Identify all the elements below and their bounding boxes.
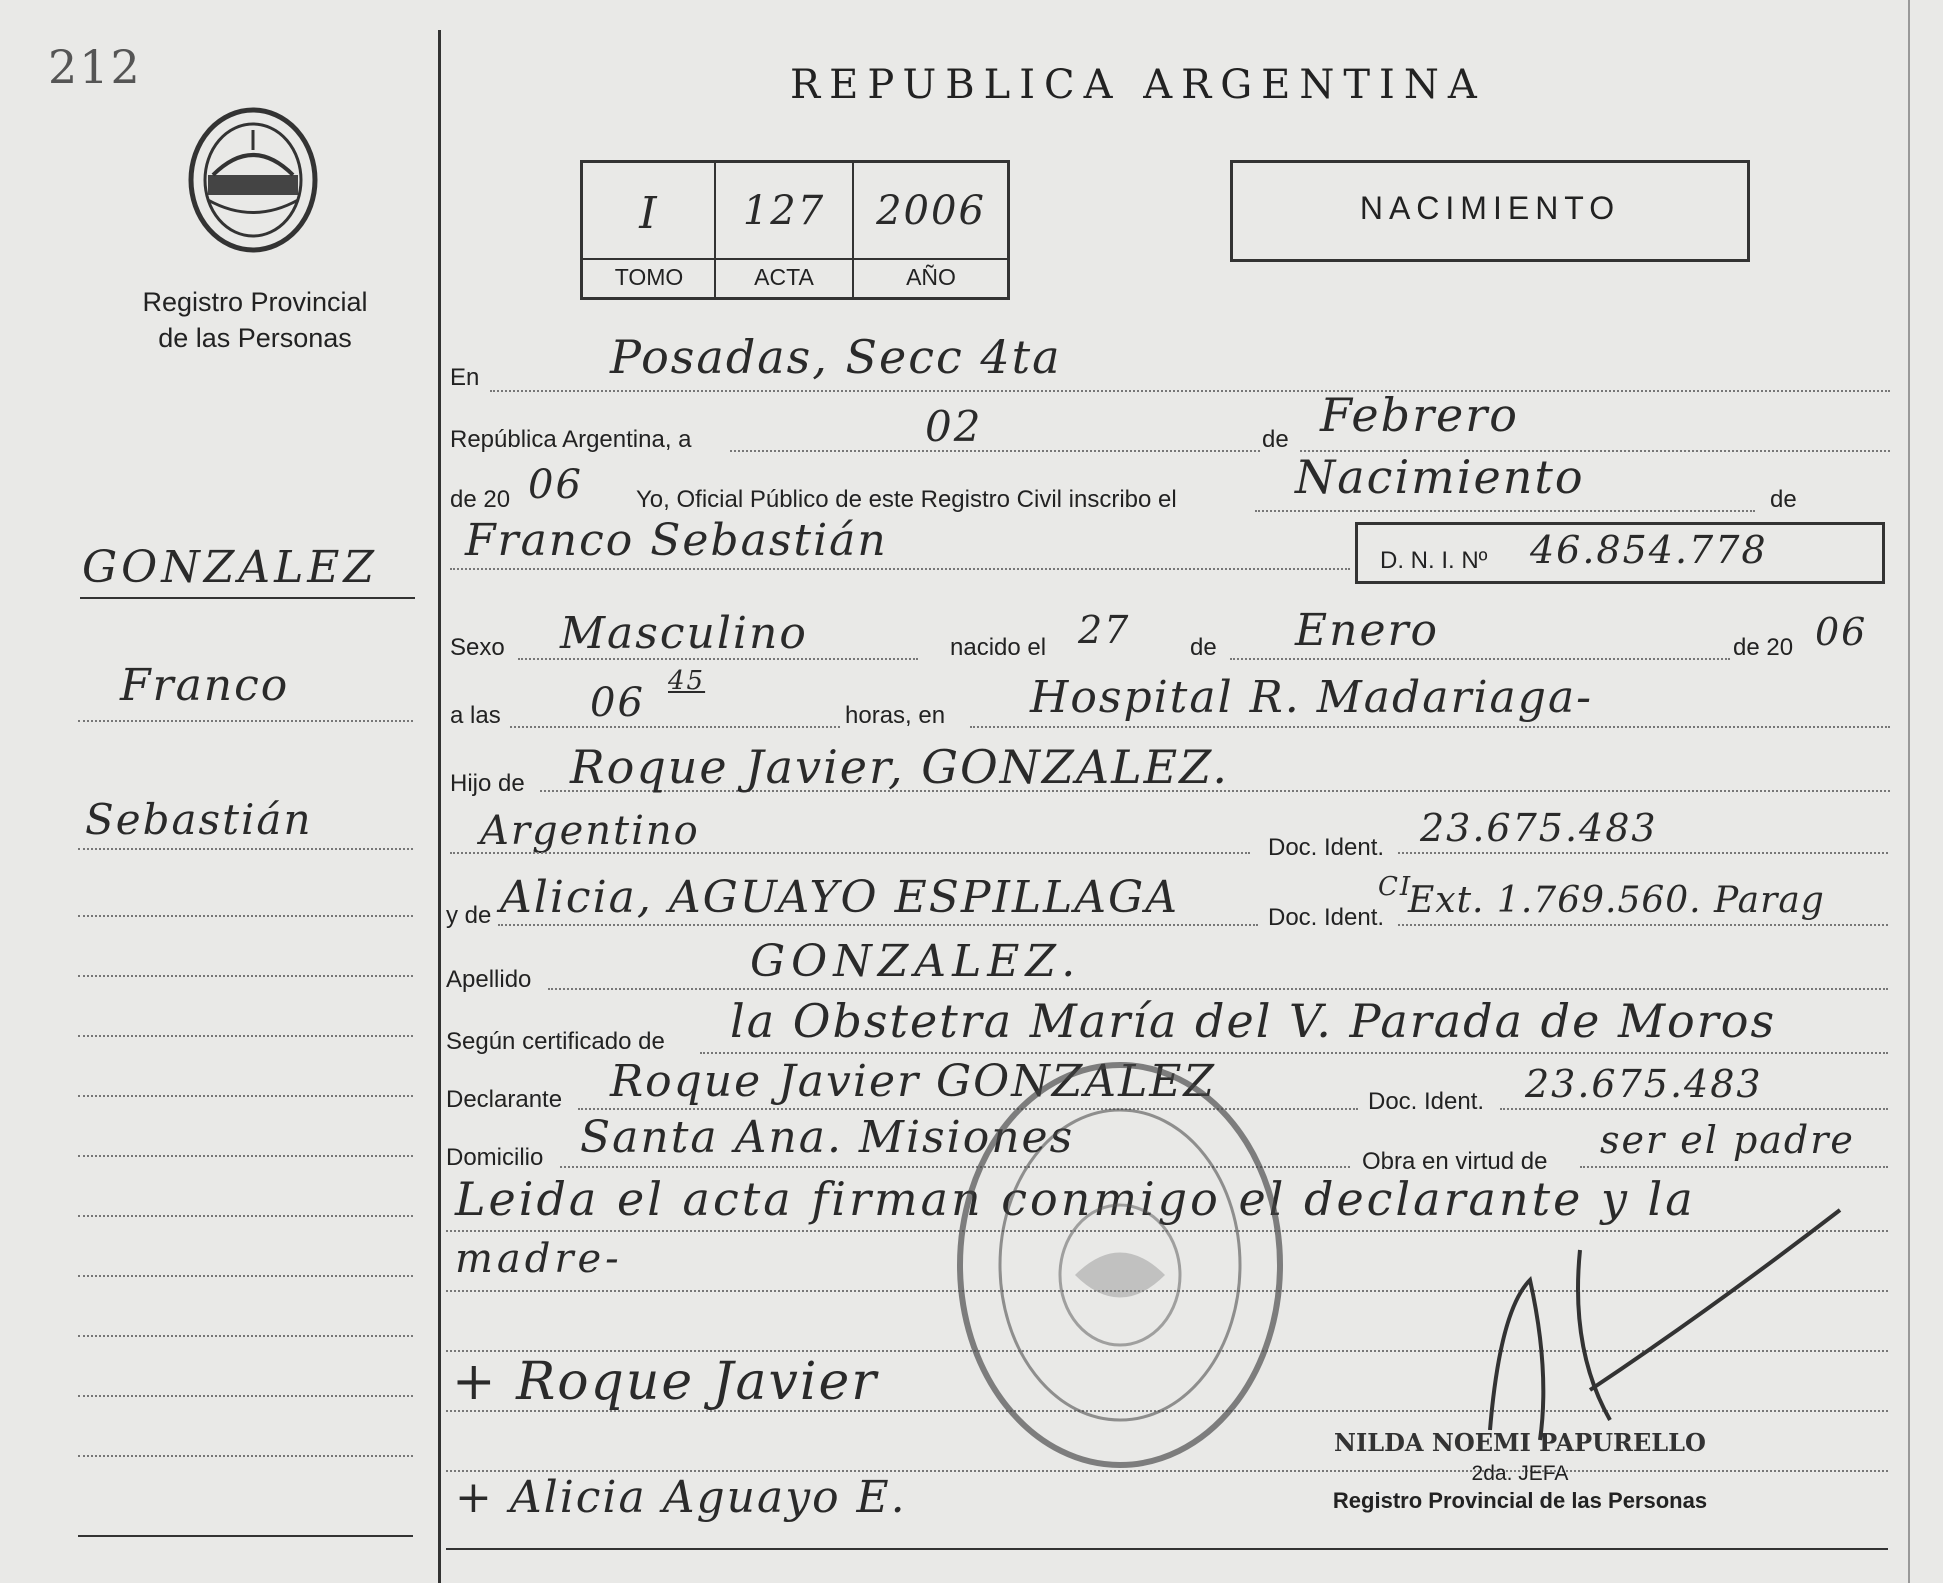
de20-label: de 20	[450, 486, 511, 513]
record-label-line	[580, 258, 1010, 260]
de2-label: de	[1190, 634, 1217, 661]
margin-dots-2	[78, 848, 413, 850]
margin-dots-4	[78, 975, 413, 977]
registry-line-1: Registro Provincial	[142, 287, 368, 317]
mother-value: Alicia, AGUAYO ESPILLAGA	[500, 872, 1179, 923]
hijo-label: Hijo de	[450, 770, 525, 797]
ano-label: AÑO	[906, 264, 956, 290]
declarante-value: Roque Javier GONZALEZ	[610, 1056, 1216, 1107]
margin-dots-11	[78, 1395, 413, 1397]
official-signature-icon	[1460, 1190, 1860, 1450]
obra-value: ser el padre	[1600, 1118, 1855, 1162]
birth-month: Enero	[1295, 605, 1440, 656]
margin-dots-5	[78, 1035, 413, 1037]
segun-value: la Obstetra María del V. Parada de Moros	[730, 994, 1777, 1048]
margin-dots-9	[78, 1275, 413, 1277]
acta-label: ACTA	[754, 264, 814, 290]
mother-doc-note: CI	[1378, 872, 1413, 902]
child-dots	[450, 568, 1350, 570]
right-border	[1908, 0, 1910, 1583]
official-stamp-icon	[945, 1050, 1295, 1480]
father-doc-dots	[1398, 852, 1888, 854]
domicilio-label: Domicilio	[446, 1144, 544, 1171]
sexo-label: Sexo	[450, 634, 505, 661]
bottom-rule	[446, 1548, 1888, 1550]
tomo-value: I	[639, 188, 659, 239]
mother-doc-dots	[1398, 924, 1888, 926]
margin-first-name: Franco	[120, 660, 290, 711]
yo-label: Yo, Oficial Público de este Registro Civil inscribo el	[636, 486, 1177, 513]
place-dots	[970, 726, 1890, 728]
declarante-doc-dots	[1500, 1108, 1888, 1110]
event-dots	[1255, 510, 1755, 512]
apellido-value: GONZALEZ.	[750, 936, 1082, 987]
margin-dots-10	[78, 1335, 413, 1337]
record-type: NACIMIENTO	[1359, 190, 1621, 226]
provincial-seal-icon	[178, 105, 328, 255]
margin-dots-1	[78, 720, 413, 722]
sexo-value: Masculino	[560, 608, 808, 659]
tomo-label: TOMO	[614, 264, 684, 290]
page-number: 212	[48, 40, 142, 94]
document-title: REPUBLICA ARGENTINA	[790, 62, 1486, 108]
de-label: de	[1262, 426, 1289, 453]
mother-doc: Ext. 1.769.560. Parag	[1408, 880, 1825, 921]
minute-value: 45	[668, 666, 706, 696]
father-doc: 23.675.483	[1420, 806, 1658, 850]
father-value: Roque Javier, GONZALEZ.	[570, 740, 1230, 794]
margin-bottom-line	[78, 1535, 413, 1537]
birth-year: 06	[1815, 610, 1868, 654]
registry-line-2: de las Personas	[158, 323, 352, 353]
place-value: Hospital R. Madariaga-	[1030, 672, 1594, 723]
official-role: 2da. JEFA	[1471, 1462, 1569, 1485]
nationality-dots	[450, 852, 1250, 854]
declarante-doc: 23.675.483	[1525, 1062, 1763, 1106]
nacido-label: nacido el	[950, 634, 1047, 661]
apellido-dots	[548, 988, 1888, 990]
birth-month-dots	[1230, 658, 1730, 660]
margin-surname: GONZALEZ	[82, 542, 378, 593]
en-dots	[490, 390, 1890, 392]
declarante-label: Declarante	[446, 1086, 563, 1113]
margin-dots-8	[78, 1215, 413, 1217]
birth-day: 27	[1078, 608, 1131, 652]
yde-label: y de	[446, 902, 492, 929]
de-end-label: de	[1770, 486, 1797, 513]
obra-label: Obra en virtud de	[1362, 1148, 1548, 1175]
obra-dots	[1580, 1166, 1888, 1168]
dni-label: D. N. I. Nº	[1380, 547, 1488, 574]
republica-label: República Argentina, a	[450, 426, 692, 453]
day-value: 02	[925, 402, 983, 451]
horas-label: horas, en	[845, 702, 946, 729]
mother-signature: + Alicia Aguayo E.	[455, 1472, 907, 1523]
father-doc-label: Doc. Ident.	[1268, 834, 1385, 861]
official-office: Registro Provincial de las Personas	[1332, 1488, 1708, 1513]
acta-value: 127	[742, 188, 826, 234]
margin-dots-12	[78, 1455, 413, 1457]
dni-value: 46.854.778	[1530, 528, 1768, 572]
father-nationality: Argentino	[480, 808, 700, 854]
ano-value: 2006	[876, 188, 986, 234]
margin-dots-3	[78, 915, 413, 917]
en-value: Posadas, Secc 4ta	[610, 330, 1062, 384]
margin-dots-6	[78, 1095, 413, 1097]
note-line-1: Leida el acta firman conmigo el declarante y la	[455, 1172, 1696, 1226]
apellido-label: Apellido	[446, 966, 532, 993]
hour-dots	[510, 726, 840, 728]
note-line-2: madre-	[455, 1236, 623, 1282]
month-value: Febrero	[1320, 388, 1519, 442]
margin-dots-7	[78, 1155, 413, 1157]
father-signature: + Roque Javier	[452, 1352, 879, 1412]
alas-label: a las	[450, 702, 501, 729]
en-label: En	[450, 364, 480, 391]
segun-label: Según certificado de	[446, 1028, 665, 1055]
year-value: 06	[528, 462, 583, 508]
mother-doc-label: Doc. Ident.	[1268, 904, 1385, 931]
margin-surname-line	[80, 597, 415, 599]
de20b-label: de 20	[1733, 634, 1794, 661]
republica-dots	[730, 450, 1260, 452]
domicilio-value: Santa Ana. Misiones	[580, 1112, 1075, 1163]
mother-dots	[498, 924, 1258, 926]
hour-value: 06	[590, 680, 645, 726]
margin-second-name: Sebastián	[85, 795, 313, 844]
declarante-doc-label: Doc. Ident.	[1368, 1088, 1485, 1115]
left-divider	[438, 30, 441, 1583]
official-name: NILDA NOEMI PAPURELLO	[1334, 1428, 1706, 1457]
child-value: Franco Sebastián	[465, 515, 888, 566]
event-value: Nacimiento	[1295, 450, 1585, 504]
